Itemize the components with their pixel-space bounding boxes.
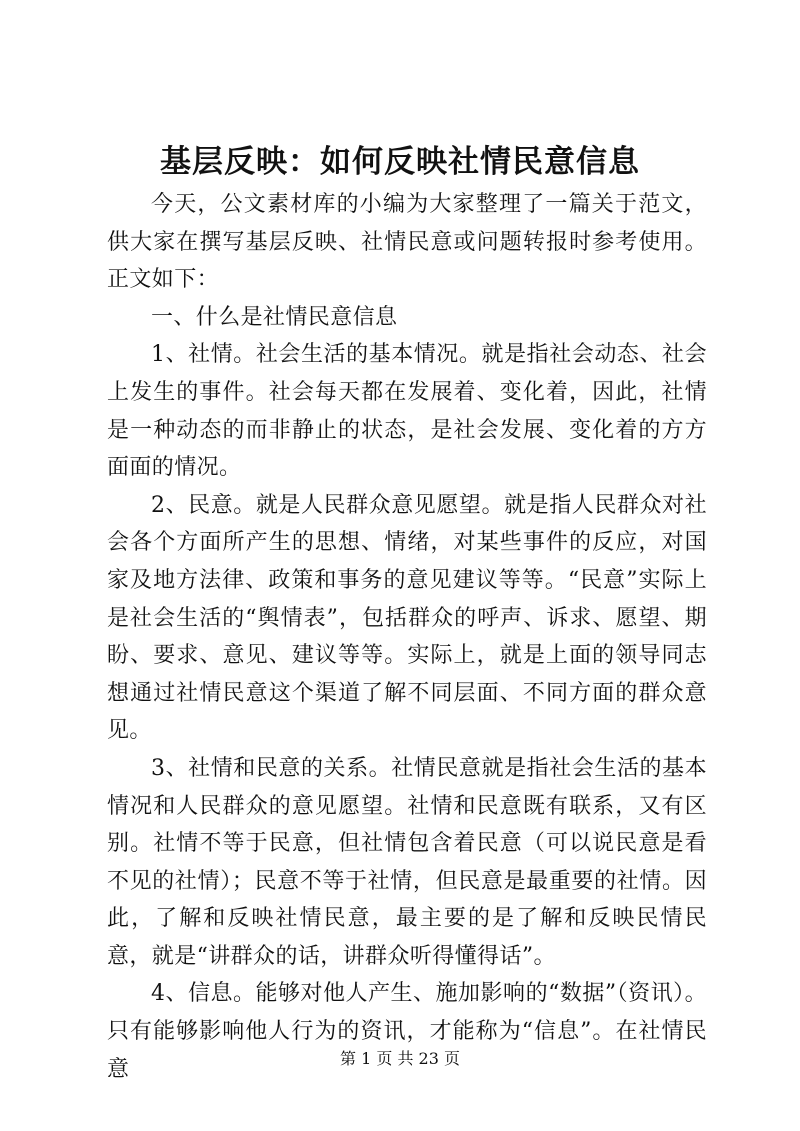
section-heading: 一、什么是社情民意信息 [151, 304, 398, 330]
paragraph-intro: 今天，公文素材库的小编为大家整理了一篇关于范文，供大家在撰写基层反映、社情民意或问题转报时参考使用。正文如下： [107, 192, 707, 293]
paragraph-relationship: 3、社情和民意的关系。社情民意就是指社会生活的基本情况和人民群众的意见愿望。社情和民意既有联系，又有区别。社情不等于民意，但社情包含着民意（可以说民意是看不见的社情）；民意不等于社情，但民意是最重要的社情。因此，了解和反映社情民意，最主要的是了解和反映民情民意，就是“讲群众的话，讲群众听得懂得话”。 [107, 755, 707, 969]
paragraph-information: 4、信息。能够对他人产生、施加影响的“数据”（资讯）。只有能够影响他人行为的资讯，才能称为“信息”。在社情民意 [107, 981, 707, 1082]
paragraph-public-opinion: 2、民意。就是人民群众意见愿望。就是指人民群众对社会各个方面所产生的思想、情绪，对某些事件的反应，对国家及地方法律、政策和事务的意见建议等等。“民意”实际上是社会生活的“舆情表”，包括群众的呼声、诉求、愿望、期盼、要求、意见、建议等等。实际上，就是上面的领导同志想通过社情民意这个渠道了解不同层面、不同方面的群众意见。 [107, 492, 707, 744]
document-title: 基层反映：如何反映社情民意信息 [160, 144, 640, 180]
paragraph-social-conditions: 1、社情。社会生活的基本情况。就是指社会动态、社会上发生的事件。社会每天都在发展着、变化着，因此，社情是一种动态的而非静止的状态，是社会发展、变化着的方方面面的情况。 [107, 342, 707, 481]
document-body [107, 186, 707, 1088]
page-footer: 第 1 页 共 23 页 [340, 1049, 460, 1068]
